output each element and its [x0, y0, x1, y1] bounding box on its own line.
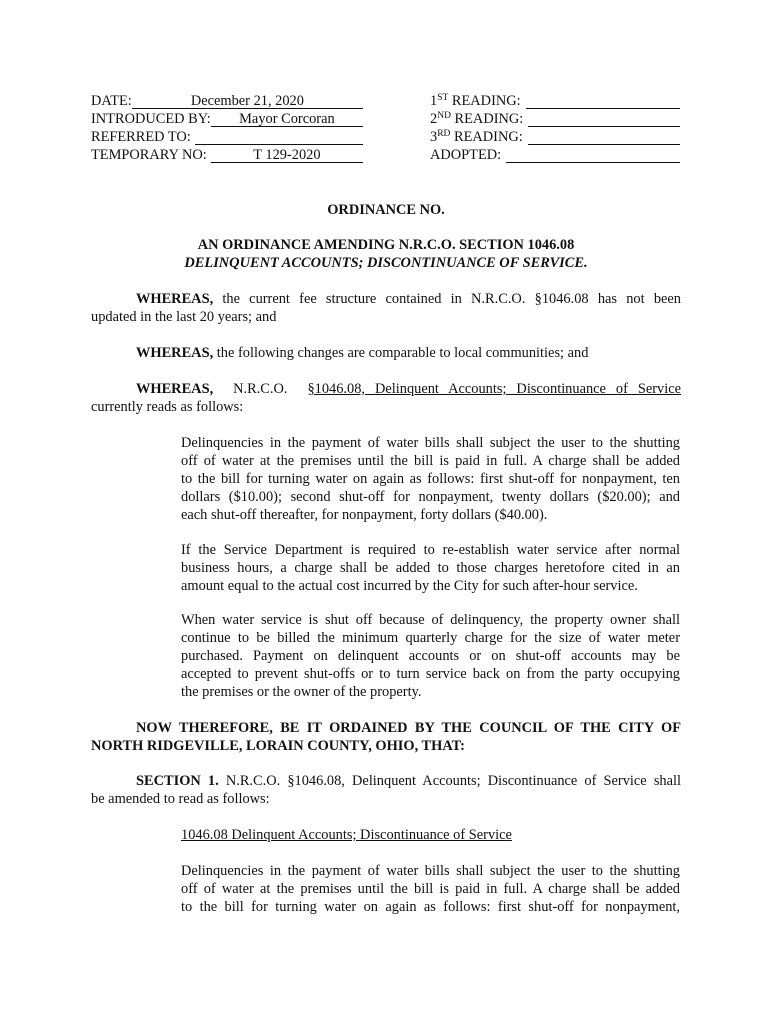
- reading3-label: [430, 128, 523, 146]
- reading1-row: [430, 92, 680, 110]
- ordained-clause: [91, 719, 681, 755]
- current-text-paragraph-3: [181, 611, 680, 701]
- referred-label: REFERRED TO:: [91, 129, 191, 145]
- q3-line: When water service is shut off because of delinquency, the property owner shall: [181, 612, 680, 628]
- reading2-ordinal: ND: [437, 111, 451, 121]
- q3-line: the premises or the owner of the property.: [181, 684, 422, 700]
- ordinance-number: ORDINANCE NO.: [327, 202, 445, 218]
- reading1-number: 1: [430, 93, 438, 109]
- reading2-row: [430, 110, 680, 128]
- introduced-label: INTRODUCED BY:: [91, 111, 211, 127]
- whereas-3-section-reference: §1046.08, Delinquent Accounts; Discontinuance of Service: [307, 381, 682, 397]
- temporary-field: [211, 147, 363, 163]
- date-value: December 21, 2020: [190, 93, 304, 109]
- reading3-number: 3: [430, 129, 438, 145]
- q3-line: purchased. Payment on delinquent accounts or on shut-off accounts may be: [181, 648, 680, 664]
- whereas-1-line-2: updated in the last 20 years; and: [91, 309, 277, 325]
- referred-row: [91, 128, 363, 146]
- reading2-label: [430, 110, 523, 128]
- q2-line: amount equal to the actual cost incurred by the City for such after-hour service.: [181, 578, 638, 594]
- section-1-label: SECTION 1.: [136, 773, 219, 789]
- reading1-text: READING:: [448, 93, 521, 109]
- reading2-number: 2: [430, 111, 438, 127]
- reading2-field: [528, 111, 680, 127]
- section-1-line-1: N.R.C.O. §1046.08, Delinquent Accounts; Discontinuance of Service shall: [225, 773, 681, 789]
- introduced-field: [211, 111, 363, 127]
- whereas-paragraph-3: [91, 380, 681, 416]
- amended-section-heading: 1046.08 Delinquent Accounts; Discontinuance of Service: [181, 827, 512, 843]
- introduced-value: Mayor Corcoran: [239, 111, 335, 127]
- date-label: DATE:: [91, 93, 132, 109]
- whereas-label: WHEREAS,: [136, 381, 214, 397]
- date-row: [91, 92, 363, 110]
- a1-line: off of water at the premises until the bill is paid in full. A charge shall be added: [181, 881, 680, 897]
- whereas-3-line-2: currently reads as follows:: [91, 399, 244, 415]
- whereas-1-line-1: the current fee structure contained in N.R.C.O. §1046.08 has not been: [222, 291, 681, 307]
- reading3-ordinal: RD: [437, 129, 451, 139]
- current-text-paragraph-1: [181, 434, 680, 524]
- reading3-row: [430, 128, 680, 146]
- current-text-paragraph-2: [181, 541, 680, 595]
- adopted-row: [430, 146, 680, 164]
- ordinance-title-line1: AN ORDINANCE AMENDING N.R.C.O. SECTION 1046.08: [197, 237, 575, 253]
- reading1-label: [430, 92, 521, 110]
- q1-line: each shut-off thereafter, for nonpayment, forty dollars ($40.00).: [181, 507, 548, 523]
- ordinance-title-line2: DELINQUENT ACCOUNTS; DISCONTINUANCE OF SERVICE.: [184, 255, 588, 271]
- q1-line: Delinquencies in the payment of water bills shall subject the user to the shutting: [181, 435, 680, 451]
- reading1-ordinal: ST: [437, 93, 449, 103]
- a1-line: to the bill for turning water on again as follows: first shut-off for nonpayment,: [181, 899, 680, 915]
- a1-line: Delinquencies in the payment of water bills shall subject the user to the shutting: [181, 863, 680, 879]
- section-1-line-2: be amended to read as follows:: [91, 791, 270, 807]
- reading3-field: [528, 129, 680, 145]
- temporary-label: TEMPORARY NO:: [91, 147, 207, 163]
- temporary-value: T 129-2020: [253, 147, 321, 163]
- q1-line: off of water at the premises until the bill is paid in full. A charge shall be added: [181, 453, 680, 469]
- reading2-text: READING:: [450, 111, 524, 127]
- whereas-paragraph-2: [91, 344, 681, 362]
- q2-line: business hours, a charge shall be added to those charges heretofore cited in an: [181, 560, 680, 576]
- adopted-field: [506, 147, 680, 163]
- whereas-paragraph-1: [91, 290, 681, 326]
- reading1-field: [526, 93, 680, 109]
- whereas-2-text: the following changes are comparable to local communities; and: [216, 345, 589, 361]
- ordained-line-1: NOW THEREFORE, BE IT ORDAINED BY THE COUNCIL OF THE CITY OF: [136, 720, 681, 736]
- referred-field: [195, 129, 363, 145]
- section-1-paragraph: [91, 772, 681, 808]
- whereas-label: WHEREAS,: [136, 291, 214, 307]
- amended-text-paragraph-1: [181, 862, 680, 916]
- whereas-3-plain: N.R.C.O.: [233, 381, 288, 397]
- adopted-label: ADOPTED:: [430, 147, 502, 163]
- introduced-row: [91, 110, 363, 128]
- date-field: [132, 93, 363, 109]
- header-right: [430, 92, 680, 164]
- header-left: [91, 92, 363, 164]
- q3-line: accepted to prevent shut-offs or to turn service back on from the party occupying: [181, 666, 680, 682]
- ordained-line-2: NORTH RIDGEVILLE, LORAIN COUNTY, OHIO, THAT:: [91, 738, 465, 754]
- temporary-row: [91, 146, 363, 164]
- q1-line: to the bill for turning water on again as follows: first shut-off for nonpayment, ten: [181, 471, 680, 487]
- q3-line: continue to be billed the minimum quarterly charge for the size of water meter: [181, 630, 680, 646]
- q1-line: dollars ($10.00); second shut-off for nonpayment, twenty dollars ($20.00); and: [181, 489, 680, 505]
- reading3-text: READING:: [450, 129, 523, 145]
- whereas-label: WHEREAS,: [136, 345, 214, 361]
- q2-line: If the Service Department is required to re-establish water service after normal: [181, 542, 680, 558]
